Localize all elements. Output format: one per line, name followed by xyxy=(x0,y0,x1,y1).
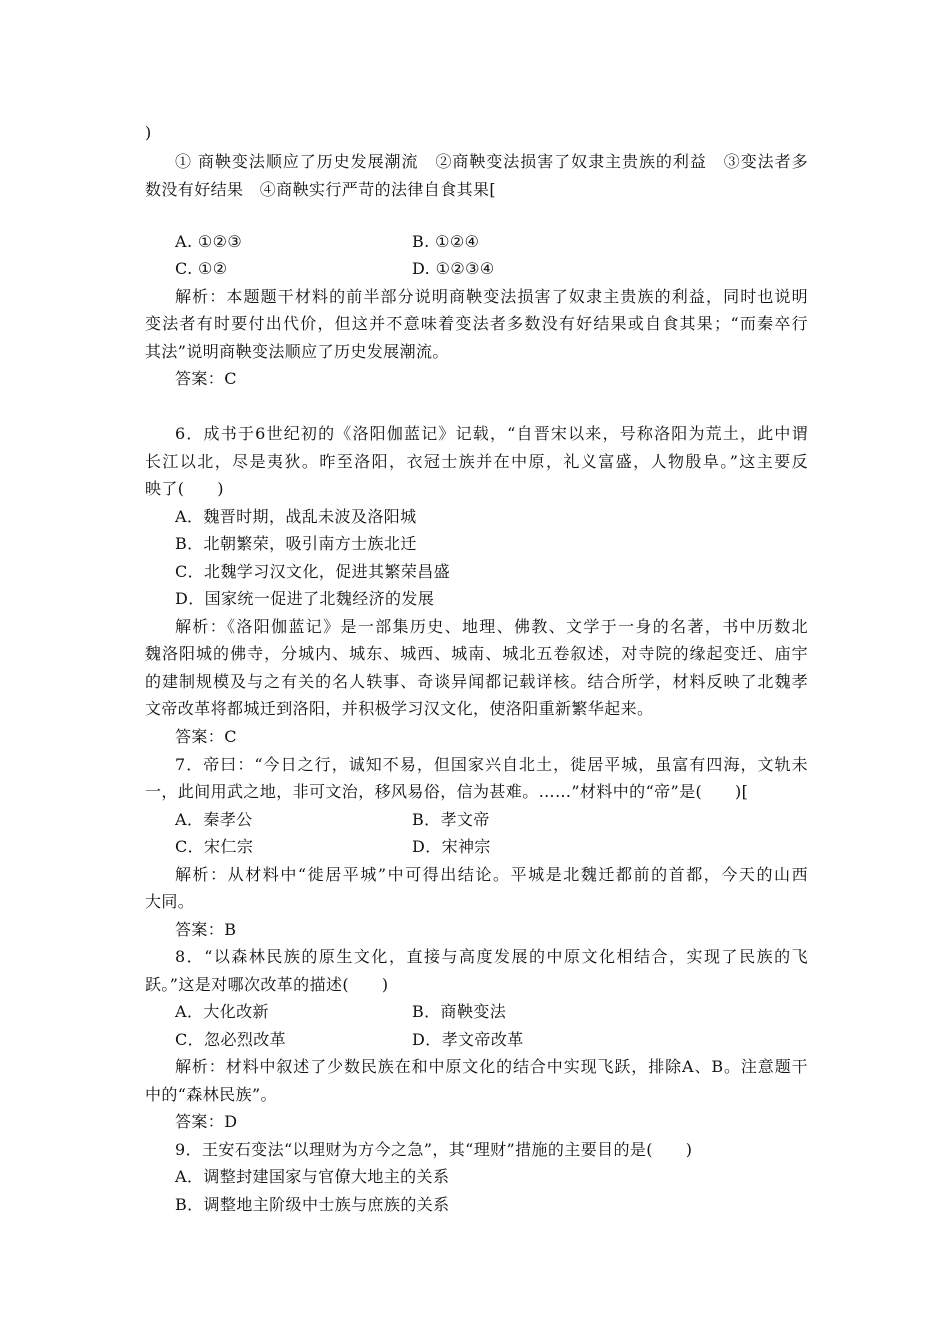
q7-analysis-line: 大同。 xyxy=(145,892,195,911)
q6-stem-line: 长江以北，尽是夷狄。昨至洛阳，衣冠士族并在中原，礼义富盛，人物殷阜。”这主要反 xyxy=(145,452,808,471)
q5-option-b: B. ①②④ xyxy=(412,232,480,251)
q6-option-a: A．魏晋时期，战乱未波及洛阳城 xyxy=(175,507,417,526)
q9-stem-line: 9．王安石变法“以理财为方今之急”，其“理财”措施的主要目的是( ) xyxy=(175,1140,693,1159)
q5-stem-line: 数没有好结果 ④商鞅实行严苛的法律自食其果[ xyxy=(145,180,497,199)
q6-option-c: C．北魏学习汉文化，促进其繁荣昌盛 xyxy=(175,562,451,581)
q5-analysis-line: 解析：本题题干材料的前半部分说明商鞅变法损害了奴隶主贵族的利益，同时也说明 xyxy=(175,287,808,306)
q8-option-d: D．孝文帝改革 xyxy=(412,1030,524,1049)
q5-answer: 答案：C xyxy=(175,369,237,388)
q8-answer: 答案：D xyxy=(175,1112,238,1131)
q6-analysis-line: 解析：《洛阳伽蓝记》是一部集历史、地理、佛教、文学于一身的名著，书中历数北 xyxy=(175,617,808,636)
q5-option-d: D. ①②③④ xyxy=(412,259,495,278)
q9-option-b: B．调整地主阶级中士族与庶族的关系 xyxy=(175,1195,450,1214)
q6-analysis-line: 文帝改革将都城迁到洛阳，并积极学习汉文化，使洛阳重新繁华起来。 xyxy=(145,699,654,718)
q6-analysis-line: 的建制规模及与之有关的名人轶事、奇谈异闻都记载详核。结合所学，材料反映了北魏孝 xyxy=(145,672,808,691)
q7-stem-line: 一，此间用武之地，非可文治，移风易俗，信为甚难。……”材料中的“帝”是( )[ xyxy=(145,782,749,801)
q5-stem-line: ① 商鞅变法顺应了历史发展潮流 ②商鞅变法损害了奴隶主贵族的利益 ③变法者多 xyxy=(175,152,808,171)
q8-analysis-line: 中的“森林民族”。 xyxy=(145,1085,277,1104)
q8-option-b: B．商鞅变法 xyxy=(412,1002,507,1021)
q7-option-c: C．宋仁宗 xyxy=(175,837,254,856)
q7-analysis-line: 解析：从材料中“徙居平城”中可得出结论。平城是北魏迁都前的首都，今天的山西 xyxy=(175,865,808,884)
q7-option-a: A．秦孝公 xyxy=(175,810,253,829)
q9-option-a: A．调整封建国家与官僚大地主的关系 xyxy=(175,1167,450,1186)
q8-analysis-line: 解析：材料中叙述了少数民族在和中原文化的结合中实现飞跃，排除A、B。注意题干 xyxy=(175,1057,808,1076)
q7-answer: 答案：B xyxy=(175,920,237,939)
q5-stem-continuation: ) xyxy=(145,123,152,142)
q6-analysis-line: 魏洛阳城的佛寺，分城内、城东、城西、城南、城北五卷叙述，对寺院的缘起变迁、庙宇 xyxy=(145,644,808,663)
q7-option-d: D．宋神宗 xyxy=(412,837,491,856)
q7-option-b: B．孝文帝 xyxy=(412,810,490,829)
q8-option-a: A．大化改新 xyxy=(175,1002,269,1021)
q8-stem-line: 8．“以森林民族的原生文化，直接与高度发展的中原文化相结合，实现了民族的飞 xyxy=(175,947,808,966)
q5-option-a: A. ①②③ xyxy=(175,232,243,251)
q5-analysis-line: 其法”说明商鞅变法顺应了历史发展潮流。 xyxy=(145,342,449,361)
q6-stem-line: 6．成书于6世纪初的《洛阳伽蓝记》记载，“自晋宋以来，号称洛阳为荒土，此中谓 xyxy=(175,424,808,443)
q6-option-d: D．国家统一促进了北魏经济的发展 xyxy=(175,589,435,608)
q8-stem-line: 跃。”这是对哪次改革的描述( ) xyxy=(145,975,389,994)
q6-answer: 答案：C xyxy=(175,727,237,746)
q7-stem-line: 7．帝曰：“今日之行，诚知不易，但国家兴自北土，徙居平城，虽富有四海，文轨未 xyxy=(175,755,808,774)
q6-stem-line: 映了( ) xyxy=(145,479,224,498)
q8-option-c: C．忽必烈改革 xyxy=(175,1030,287,1049)
q5-analysis-line: 变法者有时要付出代价，但这并不意味着变法者多数没有好结果或自食其果；“而秦卒行 xyxy=(145,314,808,333)
q5-option-c: C. ①② xyxy=(175,259,228,278)
q6-option-b: B．北朝繁荣，吸引南方士族北迁 xyxy=(175,534,417,553)
